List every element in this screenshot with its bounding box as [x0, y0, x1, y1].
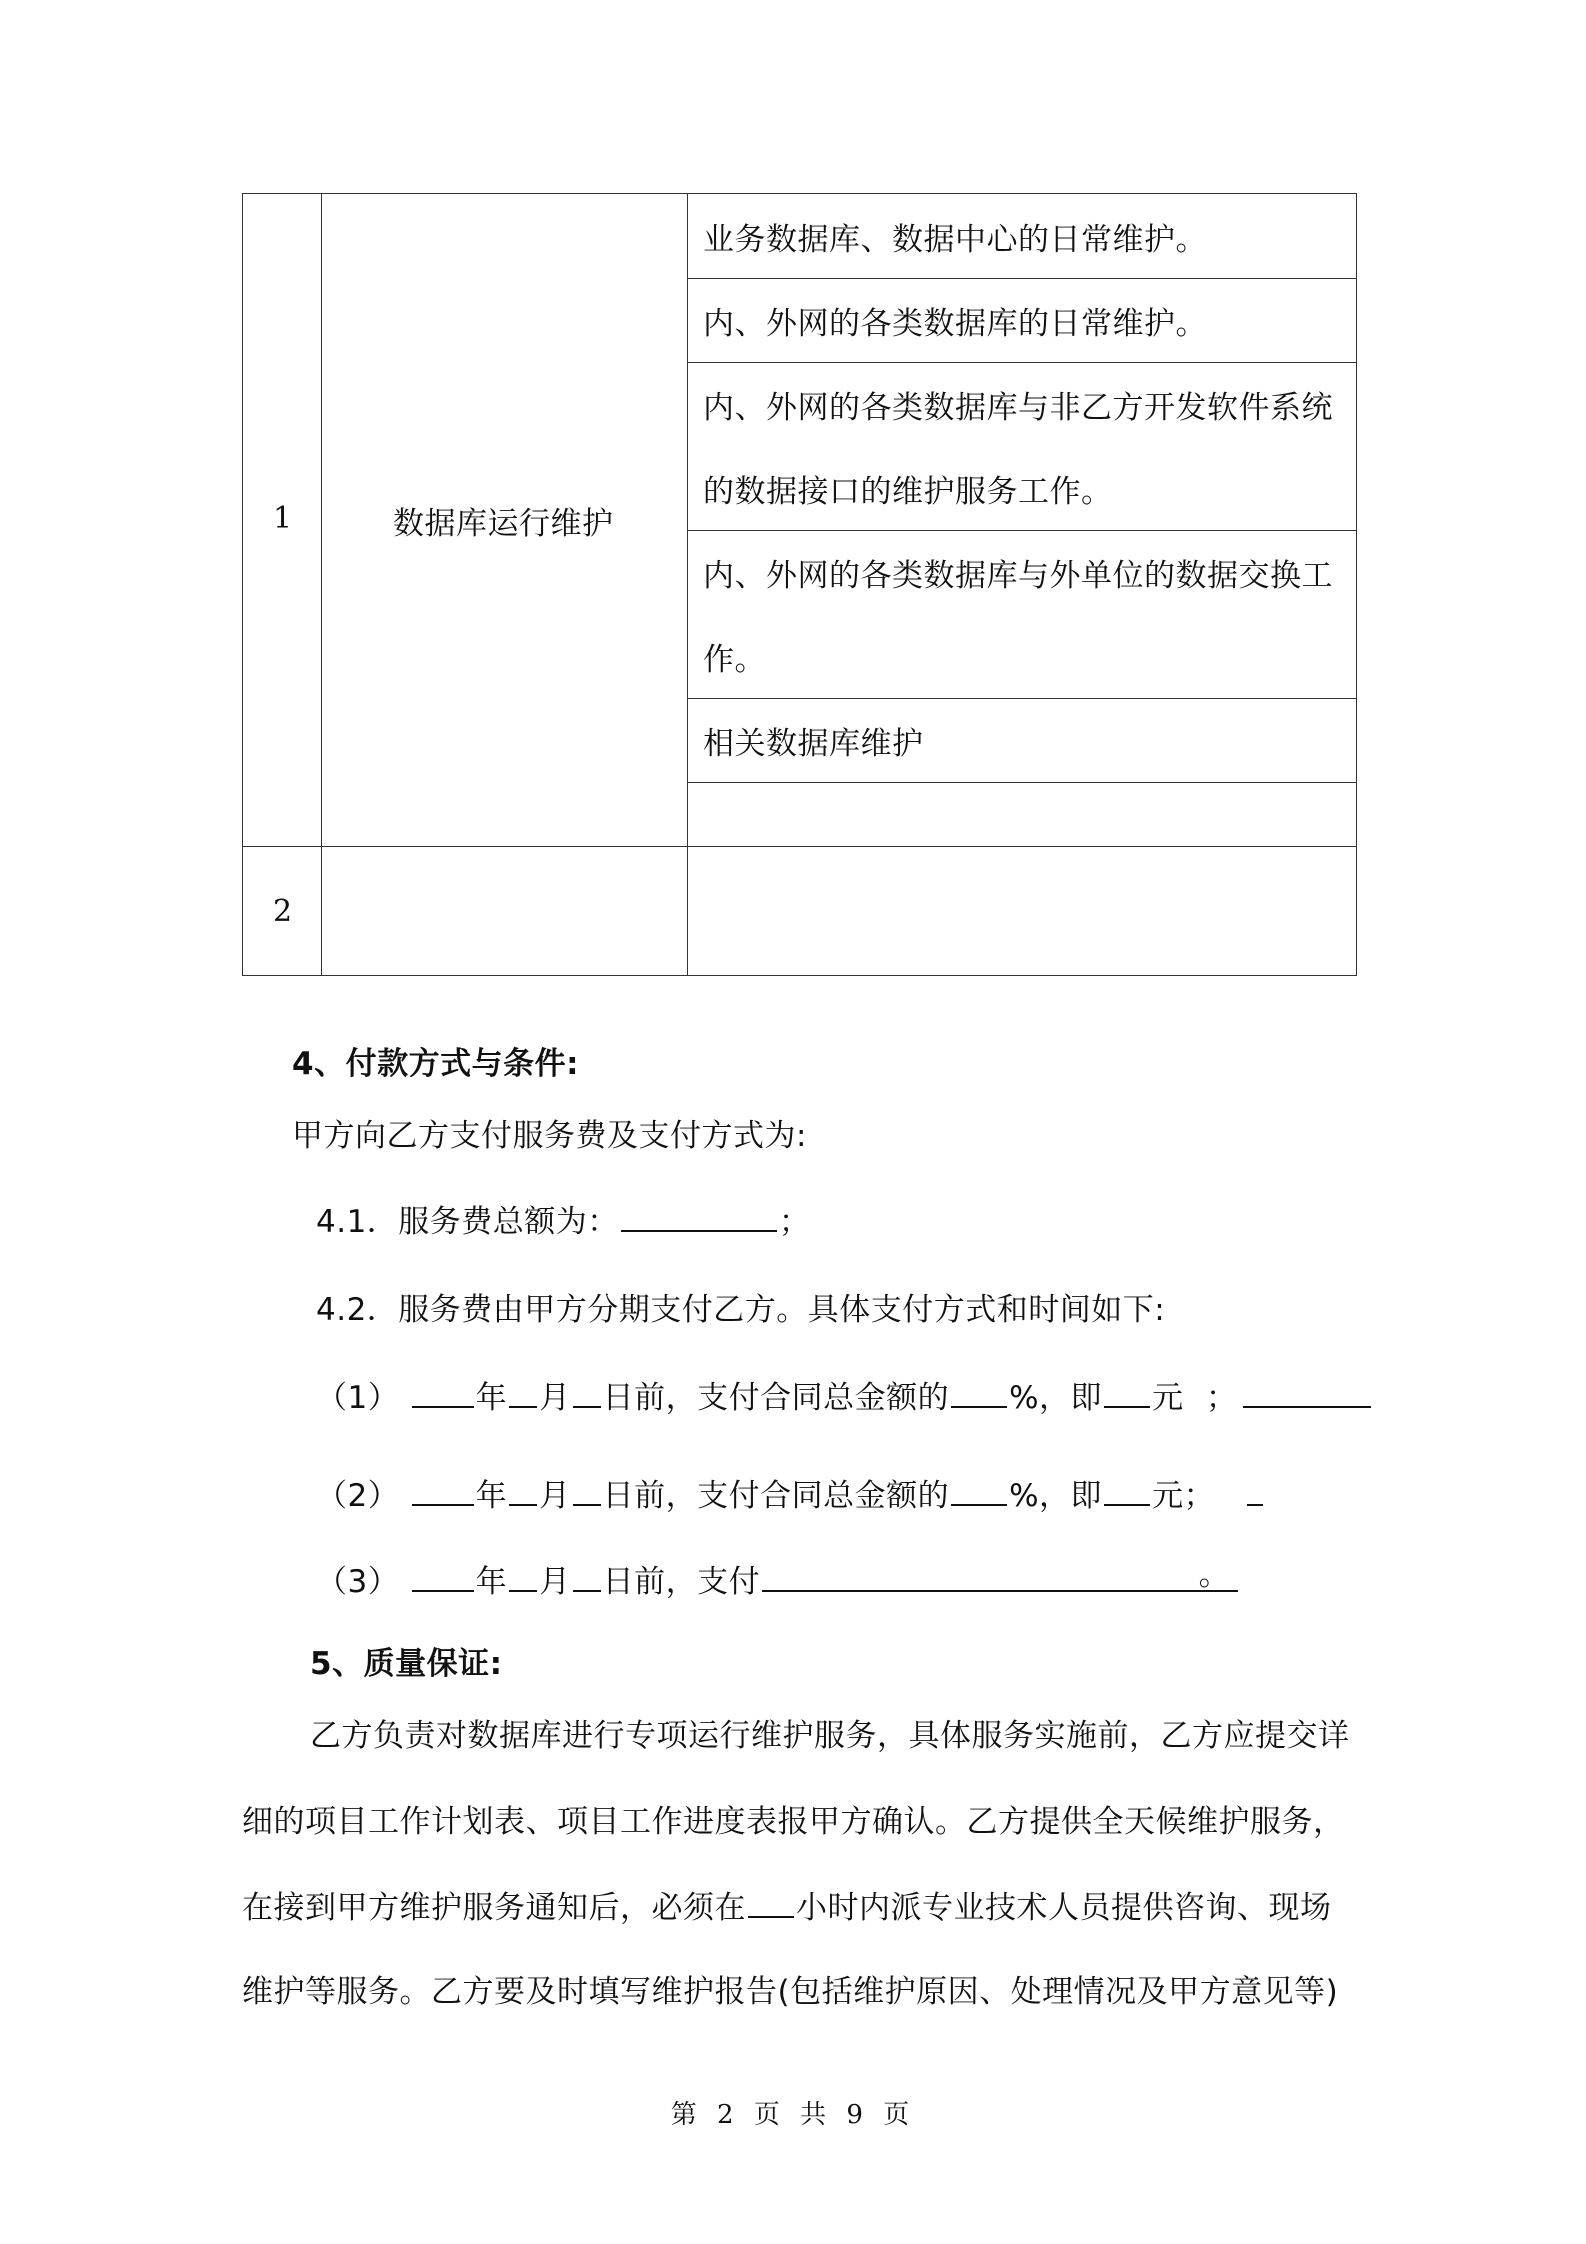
table-content-line: 相关数据库维护: [703, 726, 924, 762]
table-content-line: 内、外网的各类数据库的日常维护。: [703, 306, 1207, 342]
clause-4-1-end: ；: [778, 1204, 811, 1240]
year-blank[interactable]: [412, 1474, 474, 1506]
year-label: 年: [475, 1478, 508, 1514]
table-row-number: 1: [273, 501, 293, 536]
sentence-part: 小时内派专业技术人员提供咨询、现场: [796, 1890, 1332, 1926]
column-divider: [687, 194, 688, 975]
installment-1: [316, 1372, 1373, 1417]
section-4-heading: 4、付款方式与条件:: [292, 1046, 579, 1082]
day-blank[interactable]: [573, 1474, 601, 1506]
month-label: 月: [539, 1380, 571, 1416]
row-divider: [687, 698, 1356, 699]
column-divider: [321, 194, 322, 975]
installment-number: （2）: [316, 1478, 400, 1514]
table-item-name: 数据库运行维护: [393, 506, 614, 542]
service-table: [242, 193, 1357, 976]
hours-blank[interactable]: [748, 1886, 794, 1918]
month-label: 月: [539, 1564, 571, 1600]
total-fee-blank[interactable]: [621, 1200, 777, 1232]
installment-number: （1）: [316, 1380, 400, 1416]
section-5-paragraph-line: 乙方负责对数据库进行专项运行维护服务，具体服务实施前，乙方应提交详: [310, 1718, 1350, 1754]
month-blank[interactable]: [509, 1376, 537, 1408]
month-label: 月: [539, 1478, 571, 1514]
percent-label: %，即: [1009, 1478, 1103, 1514]
yuan-label: 元；: [1152, 1478, 1216, 1514]
day-label: 日前，支付: [602, 1564, 761, 1600]
day-blank[interactable]: [573, 1560, 601, 1592]
row-divider: [687, 278, 1356, 279]
row-divider: [687, 362, 1356, 363]
row-divider: [687, 782, 1356, 783]
year-blank[interactable]: [412, 1376, 474, 1408]
year-blank[interactable]: [412, 1560, 474, 1592]
year-label: 年: [475, 1380, 508, 1416]
payment-description-blank[interactable]: [762, 1557, 1238, 1593]
day-label: 日前，支付合同总金额的: [602, 1478, 950, 1514]
percent-blank[interactable]: [951, 1376, 1007, 1408]
percent-label: %，即: [1009, 1380, 1103, 1416]
period-mark: 。: [1198, 1557, 1231, 1593]
month-blank[interactable]: [509, 1560, 537, 1592]
section-5-paragraph-line: [242, 1882, 1332, 1927]
separator: ；: [1205, 1380, 1238, 1416]
extra-blank[interactable]: [1247, 1474, 1263, 1506]
table-content-line: 内、外网的各类数据库与非乙方开发软件系统: [703, 390, 1333, 426]
day-label: 日前，支付合同总金额的: [602, 1380, 950, 1416]
clause-4-1: [316, 1196, 810, 1241]
row-divider: [243, 846, 1356, 847]
yuan-label: 元: [1152, 1380, 1184, 1416]
table-row-number: 2: [273, 894, 293, 929]
month-blank[interactable]: [509, 1474, 537, 1506]
installment-3: [316, 1556, 1240, 1601]
installment-number: （3）: [316, 1564, 400, 1600]
page-footer: 第 2 页 共 9 页: [670, 2100, 916, 2130]
day-blank[interactable]: [573, 1376, 601, 1408]
table-content-line: 的数据接口的维护服务工作。: [703, 474, 1113, 510]
amount-blank[interactable]: [1104, 1376, 1150, 1408]
section-5-heading: 5、质量保证:: [310, 1646, 503, 1682]
percent-blank[interactable]: [951, 1474, 1007, 1506]
extra-blank[interactable]: [1243, 1376, 1371, 1408]
table-content-line: 作。: [703, 642, 766, 678]
section-5-paragraph-line: 维护等服务。乙方要及时填写维护报告(包括维护原因、处理情况及甲方意见等): [242, 1974, 1339, 2010]
sentence-part: 在接到甲方维护服务通知后，必须在: [242, 1890, 746, 1926]
amount-blank[interactable]: [1104, 1474, 1150, 1506]
section-5-paragraph-line: 细的项目工作计划表、项目工作进度表报甲方确认。乙方提供全天候维护服务，: [242, 1804, 1345, 1840]
section-4-intro: 甲方向乙方支付服务费及支付方式为:: [292, 1118, 807, 1154]
table-content-line: 业务数据库、数据中心的日常维护。: [703, 222, 1207, 258]
row-divider: [687, 530, 1356, 531]
installment-2: [316, 1470, 1265, 1515]
clause-4-2: 4.2．服务费由甲方分期支付乙方。具体支付方式和时间如下:: [316, 1292, 1166, 1328]
table-content-line: 内、外网的各类数据库与外单位的数据交换工: [703, 558, 1333, 594]
year-label: 年: [475, 1564, 508, 1600]
clause-4-1-label: 4.1．服务费总额为：: [316, 1204, 619, 1240]
